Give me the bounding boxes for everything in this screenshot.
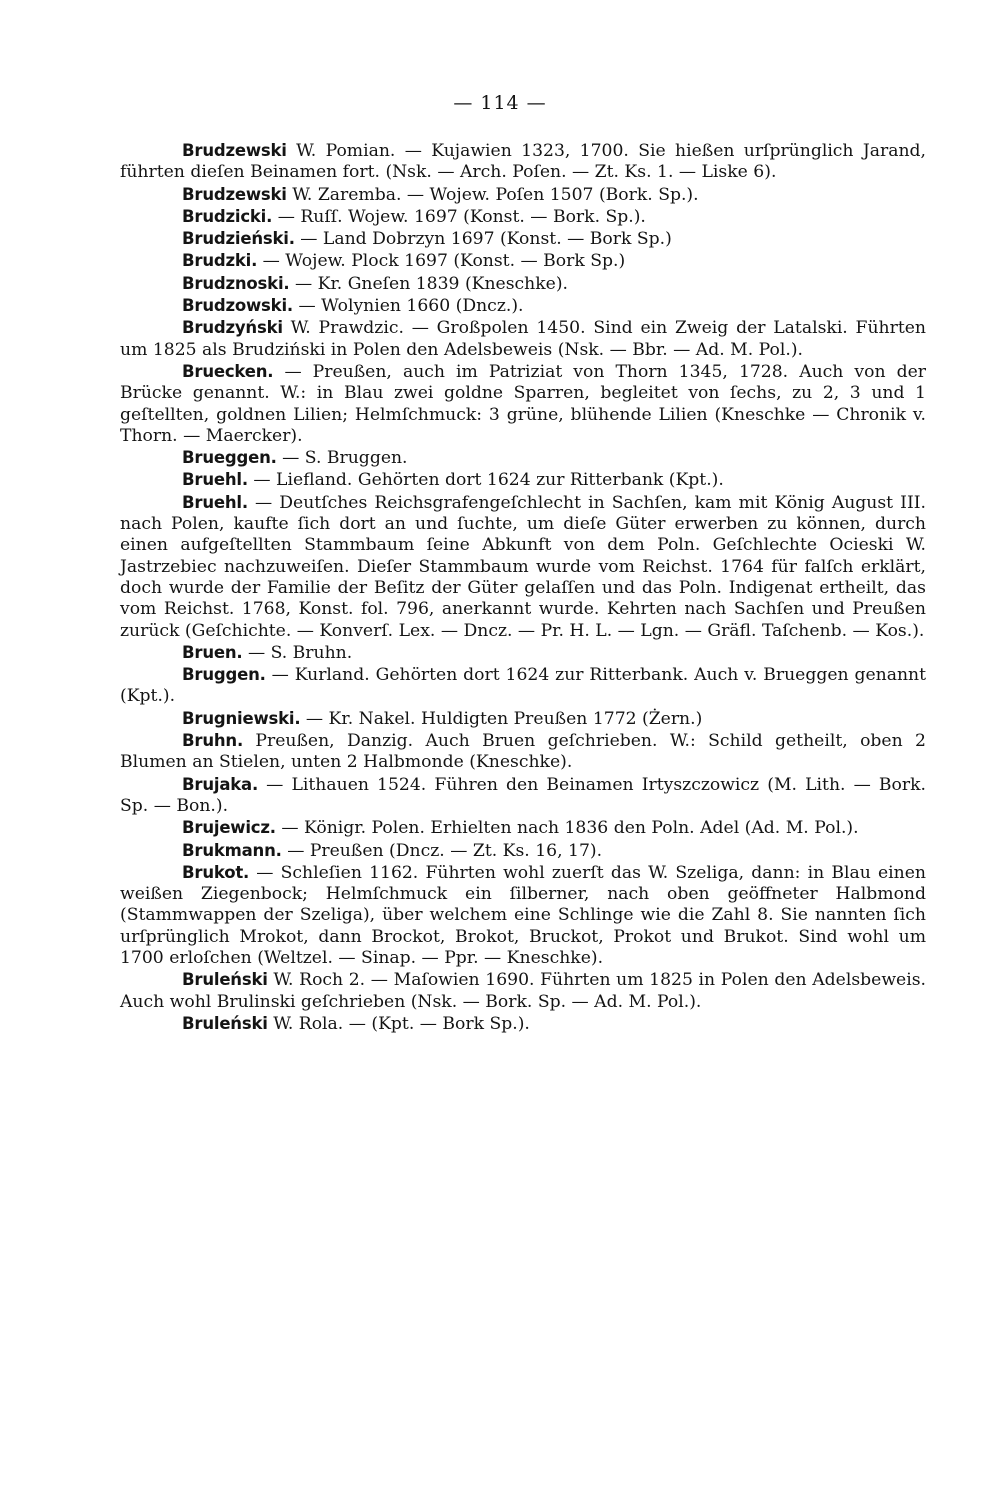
entry [120,969,926,1013]
entry-headword: Brudzki. [182,251,258,271]
entry [120,206,926,228]
entry-headword: Bruleński [182,1013,268,1033]
entry-headword: Brudznoski. [182,273,290,293]
entry-text: — Land Dobrzyn 1697 (Konst. — Bork Sp.) [300,229,672,250]
entry-text: — Schleſien 1162. Führten wohl zuerſt das W. Szeliga, dann: in Blau einen weißen Ziegenbock; Helmſchmuck ein ſilberner, nach oben geöffneter Halbmond (Stammwappen der Szeliga), über welchem eine Schlinge wie die Zahl 8. Sie nannten ſich urſprünglich Mrokot, dann Brockot, Brokot, Bruckot, Prokot und Brukot. Sind wohl um 1700 erloſchen (Weltzel. — Sinap. — Ppr. — Kneschke). [120,862,926,968]
entry-headword: Bruleński [182,970,268,990]
entry-headword: Bruen. [182,642,243,662]
entry-list [120,140,926,1035]
entry [120,469,926,491]
entry [120,730,926,774]
entry-headword: Bruehl. [182,470,248,490]
entry [120,642,926,664]
entry-text: — Kr. Nakel. Huldigten Preußen 1772 (Żern.) [305,708,703,729]
entry-text: — Kurland. Gehörten dort 1624 zur Ritterbank. Auch v. Brueggen genannt (Kpt.). [120,665,927,707]
entry-text: — S. Bruggen. [282,448,408,469]
entry [120,295,926,317]
entry-headword: Brueggen. [182,448,277,468]
entry-headword: Brujaka. [182,774,259,794]
entry [120,140,926,184]
entry-headword: Brudzewski [182,184,287,204]
entry-text: — Wojew. Plock 1697 (Konst. — Bork Sp.) [262,251,626,272]
entry-headword: Bruehl. [182,492,248,512]
entry-text: W. Pomian. — Kujawien 1323, 1700. Sie hießen urſprünglich Jarand, führten dieſen Beinamen fort. (Nsk. — Arch. Poſen. — Zt. Ks. 1. — Liske 6). [120,141,926,183]
entry [120,492,926,642]
entry [120,817,926,839]
entry [120,1013,926,1035]
entry-text: W. Zaremba. — Wojew. Poſen 1507 (Bork. Sp.). [292,184,699,205]
entry-headword: Brujewicz. [182,818,276,838]
entry-text: — Preußen, auch im Patriziat von Thorn 1345, 1728. Auch von der Brücke genannt. W.: in Blau zwei goldne Sparren, begleitet von ſechs, zu 2, 3 und 1 geſtellten, goldnen Lilien; Helmſchmuck: 3 grüne, blühende Lilien (Kneschke — Chronik v. Thorn. — Maercker). [120,361,927,446]
entry-headword: Brudzicki. [182,206,273,226]
entry-headword: Brudzieński. [182,229,295,249]
entry-text: — Preußen (Dncz. — Zt. Ks. 16, 17). [287,840,603,861]
entry-headword: Brudzowski. [182,296,293,316]
entry [120,664,926,708]
entry [120,862,926,969]
entry-text: — Deutſches Reichsgrafengeſchlecht in Sachſen, kam mit König August III. nach Polen, kaufte ſich dort an und ſuchte, um dieſe Güter erwerben zu können, durch einen aufgeſtellten Stammbaum ſeine Abkunft von dem Poln. Geſchlechte Ocieski W. Jastrzebiec nachzuweiſen. Dieſer Stammbaum wurde vom Reichst. 1764 für falſch erklärt, doch wurde der Familie der Beſitz der Güter gelaſſen und das Poln. Indigenat ertheilt, das vom Reichst. 1768, Konst. fol. 796, anerkannt wurde. Kehrten nach Sachſen und Preußen zurück (Geſchichte. — Konverſ. Lex. — Dncz. — Pr. H. L. — Lgn. — Gräfl. Taſchenb. — Kos.). [120,492,927,641]
entry-text: W. Prawdzic. — Großpolen 1450. Sind ein Zweig der Latalski. Führten um 1825 als Brudziński in Polen den Adelsbeweis (Nsk. — Bbr. — Ad. M. Pol.). [120,318,926,360]
entry [120,840,926,862]
entry [120,250,926,272]
entry-headword: Bruecken. [182,361,274,381]
entry-text: — Liefland. Gehörten dort 1624 zur Ritterbank (Kpt.). [253,470,724,491]
entry [120,273,926,295]
entry-text: W. Roch 2. — Maſowien 1690. Führten um 1825 in Polen den Adelsbeweis. Auch wohl Brulinski geſchrieben (Nsk. — Bork. Sp. — Ad. M. Pol.). [120,970,926,1012]
entry-headword: Brukot. [182,862,250,882]
entry-text: — Ruſſ. Wojew. 1697 (Konst. — Bork. Sp.). [277,206,646,227]
entry [120,708,926,730]
entry-text: — Wolynien 1660 (Dncz.). [298,296,524,317]
entry [120,184,926,206]
entry-headword: Bruggen. [182,665,266,685]
entry-text: W. Rola. — (Kpt. — Bork Sp.). [273,1013,530,1034]
entry [120,447,926,469]
entry-text: — Lithauen 1524. Führen den Beinamen Irtyszczowicz (M. Lith. — Bork. Sp. — Bon.). [120,774,927,816]
entry-text: Preußen, Danzig. Auch Bruen geſchrieben. W.: Schild getheilt, oben 2 Blumen an Stielen, unten 2 Halbmonde (Kneschke). [120,731,926,773]
entry [120,361,926,447]
entry-headword: Brugniewski. [182,708,301,728]
entry-headword: Brudzyński [182,318,283,338]
entry [120,317,926,361]
entry-headword: Brudzewski [182,141,287,160]
entry [120,228,926,250]
entry [120,774,926,818]
entry-text: — Königr. Polen. Erhielten nach 1836 den Poln. Adel (Ad. M. Pol.). [281,818,859,839]
entry-headword: Brukmann. [182,840,282,860]
entry-text: — Kr. Gneſen 1839 (Kneschke). [294,273,568,294]
entry-text: — S. Bruhn. [247,642,353,663]
entry-headword: Bruhn. [182,731,244,751]
page-number: — 114 — [453,92,547,114]
